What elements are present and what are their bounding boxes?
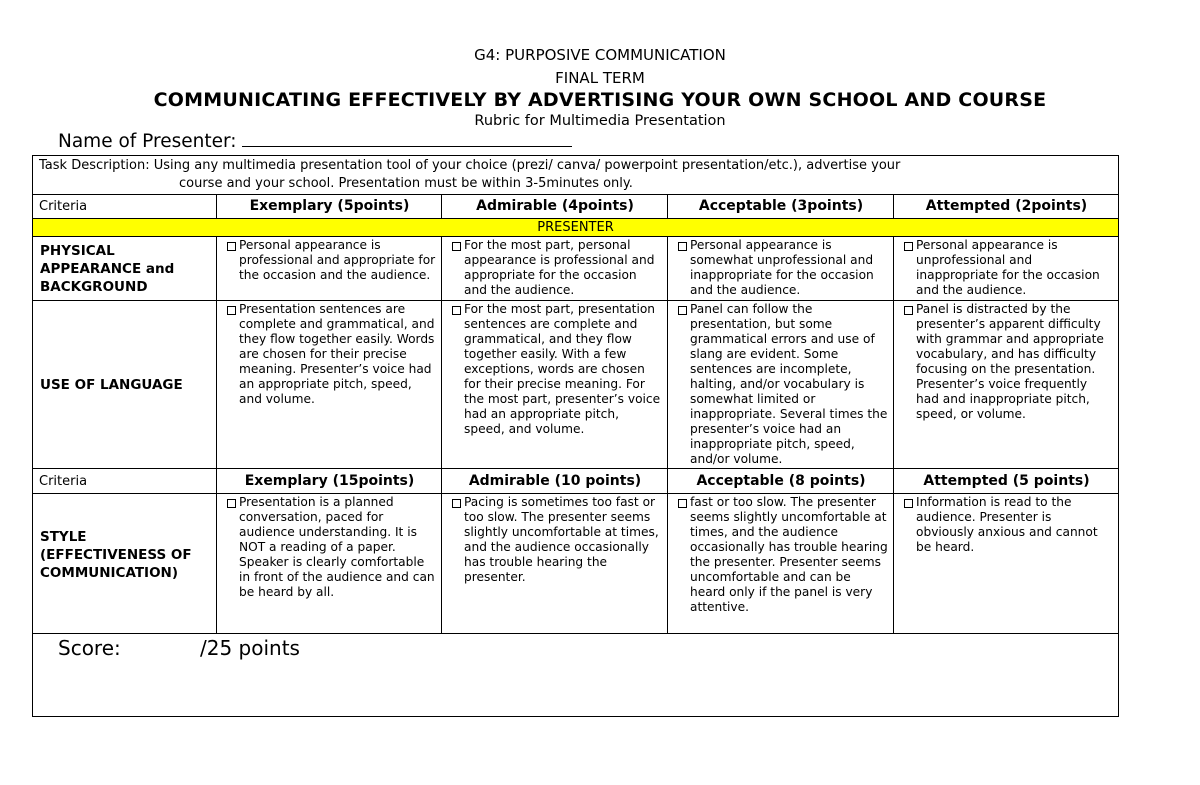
cell-text: Panel can follow the presentation, but some grammatical errors and use of slang are evident. Some sentences are incomplete, halting, and/or vocabulary is somewhat limited or inappropriate. Several times the presenter’s voice had an inappropriate pitch, speed, and/or volume. bbox=[690, 302, 888, 466]
rubric-cell bbox=[894, 237, 1119, 301]
cell-text: Pacing is sometimes too fast or too slow. The presenter seems slightly uncomfortable at times, and the audience occasionally has trouble hearing the presenter. bbox=[464, 495, 659, 584]
cell-text: Presentation is a planned conversation, paced for audience understanding. It is NOT a reading of a paper. Speaker is clearly comfortable in front of the audience and can be heard by all. bbox=[239, 495, 435, 599]
cell-text: Personal appearance is unprofessional and inappropriate for the occasion and the audience. bbox=[916, 238, 1100, 297]
cell-text: Personal appearance is somewhat unprofessional and inappropriate for the occasion and the audience. bbox=[690, 238, 874, 297]
level-header: Exemplary (5points) bbox=[217, 195, 442, 219]
rubric-cell bbox=[668, 301, 894, 469]
rubric-cell bbox=[894, 494, 1119, 634]
cell-text: Panel is distracted by the presenter’s apparent difficulty with grammar and appropriate vocabulary, and has difficulty focusing on the presentation. Presenter’s voice frequently had and inappropriate pitch, speed, or volume. bbox=[916, 302, 1104, 421]
level-header: Attempted (2points) bbox=[894, 195, 1119, 219]
criterion-name: STYLE (EFFECTIVENESS OF COMMUNICATION) bbox=[33, 494, 217, 634]
task-row bbox=[33, 156, 1119, 195]
document-title: COMMUNICATING EFFECTIVELY BY ADVERTISING YOUR OWN SCHOOL AND COURSE bbox=[153, 89, 1047, 111]
score-box bbox=[33, 634, 1119, 717]
rubric-cell bbox=[668, 237, 894, 301]
cell-text: fast or too slow. The presenter seems slightly uncomfortable at times, and the audience occasionally has trouble hearing the presenter. Presenter seems uncomfortable and can be heard only if the panel is very attentive. bbox=[690, 495, 888, 614]
level-header: Acceptable (3points) bbox=[668, 195, 894, 219]
criterion-row-physical-appearance bbox=[33, 237, 1119, 301]
rubric-cell bbox=[894, 301, 1119, 469]
criteria-header-row bbox=[33, 195, 1119, 219]
cell-text: Information is read to the audience. Presenter is obviously anxious and cannot be heard. bbox=[916, 495, 1098, 554]
level-header: Admirable (4points) bbox=[442, 195, 668, 219]
criteria-label: Criteria bbox=[33, 195, 217, 219]
criterion-row-style bbox=[33, 494, 1119, 634]
rubric-cell bbox=[442, 237, 668, 301]
rubric-cell bbox=[442, 301, 668, 469]
rubric-table bbox=[32, 155, 1119, 717]
document-subtitle: Rubric for Multimedia Presentation bbox=[474, 113, 726, 129]
rubric-cell bbox=[668, 494, 894, 634]
task-description bbox=[33, 156, 1119, 195]
task-line-2: course and your school. Presentation must be within 3-5minutes only. bbox=[179, 176, 633, 191]
checkbox-icon bbox=[227, 499, 236, 508]
criterion-name: USE OF LANGUAGE bbox=[33, 301, 217, 469]
score-label: Score: bbox=[58, 636, 121, 660]
score-total: /25 points bbox=[200, 636, 300, 660]
rubric-cell bbox=[217, 237, 442, 301]
criteria-label: Criteria bbox=[33, 469, 217, 494]
level-header: Exemplary (15points) bbox=[217, 469, 442, 494]
cell-text: Personal appearance is professional and appropriate for the occasion and the audience. bbox=[239, 238, 436, 282]
presenter-name-blank bbox=[242, 130, 572, 147]
criterion-name: PHYSICAL APPEARANCE and BACKGROUND bbox=[33, 237, 217, 301]
checkbox-icon bbox=[227, 306, 236, 315]
score-row bbox=[33, 634, 1119, 717]
level-header: Acceptable (8 points) bbox=[668, 469, 894, 494]
criteria-header-row-2 bbox=[33, 469, 1119, 494]
cell-text: Presentation sentences are complete and grammatical, and they flow together easily. Words are chosen for their precise meaning. Presenter’s voice had an appropriate pitch, speed, and volume. bbox=[239, 302, 435, 406]
cell-text: For the most part, presentation sentences are complete and grammatical, and they flow together easily. With a few exceptions, words are chosen for their precise meaning. For the most part, presenter’s voice had an appropriate pitch, speed, and volume. bbox=[464, 302, 661, 436]
section-row bbox=[33, 219, 1119, 237]
section-presenter: PRESENTER bbox=[33, 219, 1119, 237]
rubric-cell bbox=[442, 494, 668, 634]
criterion-row-use-of-language bbox=[33, 301, 1119, 469]
rubric-cell bbox=[217, 301, 442, 469]
presenter-name-line bbox=[58, 130, 572, 152]
term-label: FINAL TERM bbox=[555, 69, 645, 87]
presenter-label: Name of Presenter: bbox=[58, 131, 237, 152]
checkbox-icon bbox=[678, 242, 687, 251]
checkbox-icon bbox=[678, 306, 687, 315]
rubric-cell bbox=[217, 494, 442, 634]
checkbox-icon bbox=[227, 242, 236, 251]
checkbox-icon bbox=[904, 499, 913, 508]
checkbox-icon bbox=[904, 306, 913, 315]
checkbox-icon bbox=[452, 499, 461, 508]
cell-text: For the most part, personal appearance is professional and appropriate for the occasion and the audience. bbox=[464, 238, 655, 297]
course-title: G4: PURPOSIVE COMMUNICATION bbox=[474, 46, 726, 64]
checkbox-icon bbox=[678, 499, 687, 508]
level-header: Admirable (10 points) bbox=[442, 469, 668, 494]
task-line-1: Task Description: Using any multimedia presentation tool of your choice (prezi/ canva/ powerpoint presentation/etc.), advertise your bbox=[39, 158, 901, 173]
checkbox-icon bbox=[904, 242, 913, 251]
checkbox-icon bbox=[452, 242, 461, 251]
checkbox-icon bbox=[452, 306, 461, 315]
level-header: Attempted (5 points) bbox=[894, 469, 1119, 494]
